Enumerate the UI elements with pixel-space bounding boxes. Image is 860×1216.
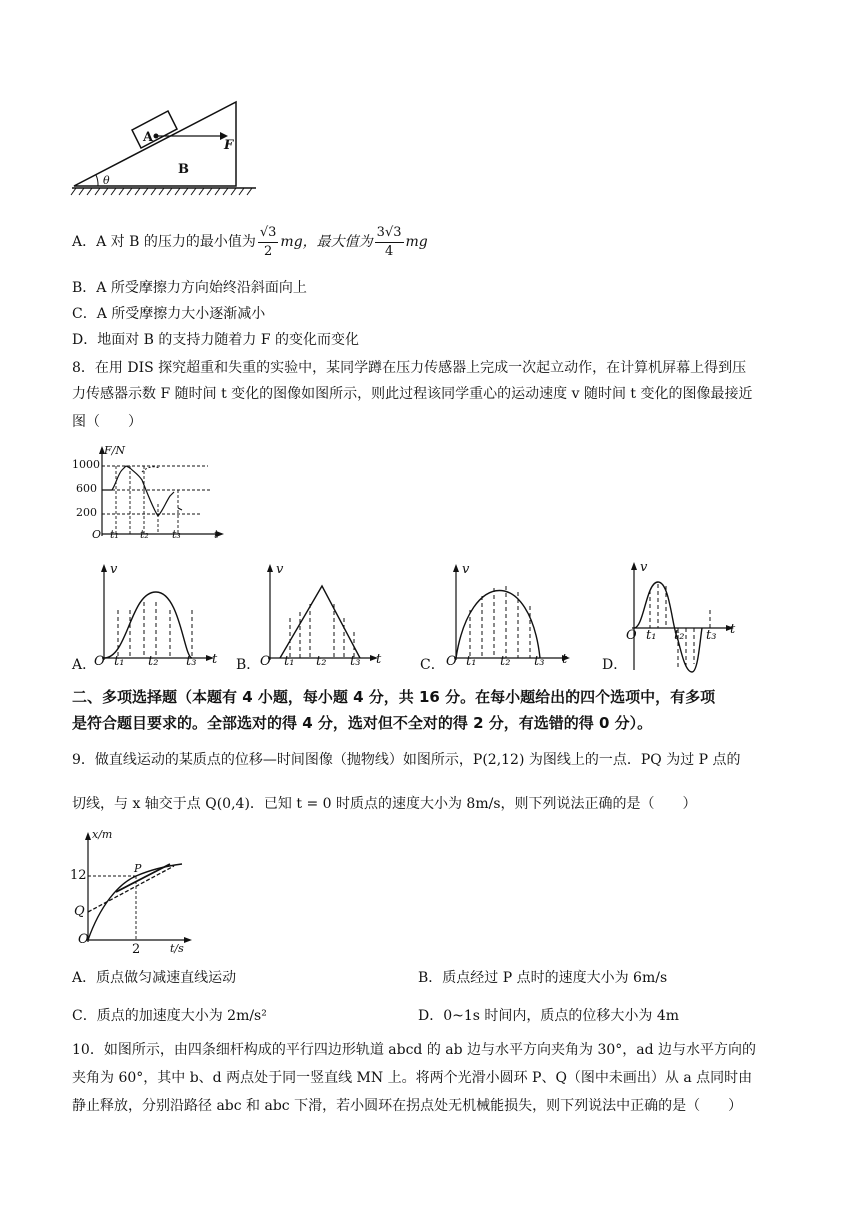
q10-text-line1: 10．如图所示，由四条细杆构成的平行四边形轨道 abcd 的 ab 边与水平方向夹角为 30°，ad 边与水平方向的 <box>72 1042 757 1058</box>
ft-origin: O <box>92 528 102 541</box>
label-F: F <box>224 138 234 153</box>
xt-tick-12: 12 <box>70 868 87 883</box>
section-heading-line2: 是符合题目要求的。全部选对的得 4 分，选对但不全对的得 2 分，有选错的得 0 分）。 <box>72 714 653 732</box>
force-time-graph <box>70 444 230 544</box>
choice-b-label: B． <box>236 657 261 673</box>
label-A: A <box>143 130 154 145</box>
q9-option-c: C．质点的加速度大小为 2m/s² <box>72 1008 267 1024</box>
ft-ylabel: F/N <box>104 444 125 457</box>
q8-text-line3: 图（ ） <box>72 414 142 430</box>
vd-vlabel: v <box>640 560 648 575</box>
position-time-graph <box>70 826 210 958</box>
ft-xlabel: t <box>214 528 219 541</box>
q10-text-line3: 静止释放，分别沿路径 abc 和 abc 下滑，若小圆环在拐点处无机械能损失，则下列说法中正确的是（ ） <box>72 1098 743 1114</box>
xt-origin: O <box>78 932 89 947</box>
q9-text-line1: 9．做直线运动的某质点的位移—时间图像（抛物线）如图所示，P(2,12) 为图线上的一点．PQ 为过 P 点的 <box>72 752 741 768</box>
xt-q: Q <box>74 904 85 919</box>
q9-option-a: A．质点做匀减速直线运动 <box>72 970 237 986</box>
ft-t3: t₃ <box>172 528 181 541</box>
va-tlabel: t <box>212 652 218 667</box>
q7-option-a: A．A 对 B 的压力的最小值为 $\frac{√3}{2}$ mg，最大值为 $\frac{3√3}{4}$ mg <box>72 224 428 259</box>
choice-a-label: A． <box>72 657 97 673</box>
ft-tick-1000: 1000 <box>72 458 100 471</box>
choice-b-graph <box>256 562 386 674</box>
label-B: B <box>178 162 189 177</box>
fraction-sqrt3-over-2: $\frac{√3}{2}$ <box>259 224 277 259</box>
choice-c-label: C． <box>420 657 445 673</box>
vc-origin: O <box>446 654 457 669</box>
xt-xlabel: t/s <box>170 942 184 955</box>
vc-t2: t₂ <box>500 654 511 669</box>
q10-text-line2: 夹角为 60°，其中 b、d 两点处于同一竖直线 MN 上。将两个光滑小圆环 P、Q（图中未画出）从 a 点同时由 <box>72 1070 753 1086</box>
vd-tlabel: t <box>730 622 736 637</box>
ft-t2: t₂ <box>140 528 149 541</box>
q7-option-b: B．A 所受摩擦力方向始终沿斜面向上 <box>72 280 307 296</box>
choice-d-label: D． <box>602 657 628 673</box>
ft-t1: t₁ <box>110 528 119 541</box>
q8-text-line2: 力传感器示数 F 随时间 t 变化的图像如图所示，则此过程该同学重心的运动速度 v 随时间 t 变化的图像最接近 <box>72 386 753 402</box>
ft-tick-200: 200 <box>76 506 97 519</box>
vb-t2: t₂ <box>316 654 327 669</box>
section-heading-line1: 二、多项选择题（本题有 4 小题，每小题 4 分，共 16 分。在每小题给出的四个选项中，有多项 <box>72 688 716 706</box>
vc-t3: t₃ <box>534 654 545 669</box>
va-t1: t₁ <box>114 654 125 669</box>
va-t2: t₂ <box>148 654 159 669</box>
vc-vlabel: v <box>462 562 470 577</box>
xt-tick-2: 2 <box>132 942 141 957</box>
vd-t1: t₁ <box>646 628 657 643</box>
vb-t1: t₁ <box>284 654 295 669</box>
vd-t2: t₂ <box>674 628 685 643</box>
q7-option-d: D．地面对 B 的支持力随着力 F 的变化而变化 <box>72 332 360 348</box>
q9-text-line2: 切线，与 x 轴交于点 Q(0,4)．已知 t = 0 时质点的速度大小为 8m/s，则下列说法正确的是（ ） <box>72 796 697 812</box>
vb-vlabel: v <box>276 562 284 577</box>
vd-t3: t₃ <box>706 628 717 643</box>
label-theta: θ <box>103 174 110 187</box>
choice-d-graph <box>622 560 742 678</box>
xt-p: P <box>134 862 142 875</box>
vb-t3: t₃ <box>350 654 361 669</box>
ft-tick-600: 600 <box>76 482 97 495</box>
va-origin: O <box>94 654 105 669</box>
incline-figure <box>70 98 260 202</box>
vc-t1: t₁ <box>466 654 477 669</box>
fraction-3sqrt3-over-4: $\frac{3√3}{4}$ <box>376 224 402 259</box>
q9-option-b: B．质点经过 P 点时的速度大小为 6m/s <box>418 970 668 986</box>
va-t3: t₃ <box>186 654 197 669</box>
choice-c-graph <box>440 562 580 674</box>
xt-ylabel: x/m <box>92 828 113 841</box>
vb-tlabel: t <box>376 652 382 667</box>
q9-option-d: D．0~1s 时间内，质点的位移大小为 4m <box>418 1008 680 1024</box>
q7-option-c: C．A 所受摩擦力大小逐渐减小 <box>72 306 266 322</box>
va-vlabel: v <box>110 562 118 577</box>
vd-origin: O <box>626 628 637 643</box>
vc-tlabel: t <box>562 652 568 667</box>
q8-text-line1: 8．在用 DIS 探究超重和失重的实验中，某同学蹲在压力传感器上完成一次起立动作，在计算机屏幕上得到压 <box>72 360 747 376</box>
vb-origin: O <box>260 654 271 669</box>
